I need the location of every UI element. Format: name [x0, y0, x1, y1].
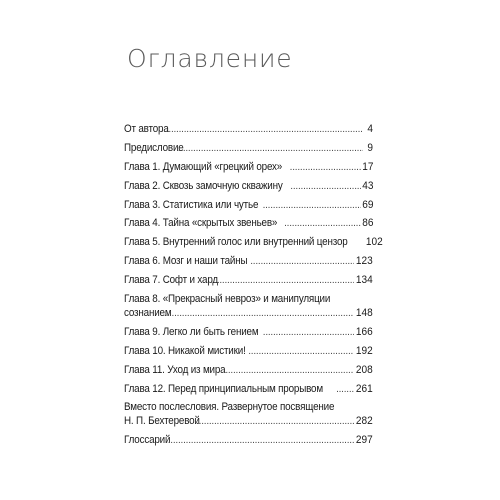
- toc-entry-label: Глава 11. Уход из мира: [124, 363, 226, 376]
- dot-leader: [284, 217, 360, 231]
- toc-page-number: 282: [356, 415, 373, 428]
- toc-line: [124, 122, 373, 136]
- toc-page-number: 102: [365, 236, 383, 249]
- toc-page-number: 123: [356, 255, 373, 268]
- dot-leader: [196, 415, 354, 429]
- toc-page-number: 148: [356, 307, 373, 320]
- toc-page-number: 261: [356, 382, 373, 395]
- toc-page-number: 208: [356, 363, 373, 376]
- toc-line: [124, 363, 373, 377]
- toc-entry: [124, 363, 373, 377]
- toc-entry-first-line: Вместо послесловия. Развернутое посвящение: [124, 401, 335, 414]
- toc-page-number: 4: [367, 123, 373, 135]
- dot-leader: [336, 383, 354, 397]
- toc-entry: [124, 344, 373, 358]
- dot-leader: [164, 307, 354, 321]
- toc-line: [124, 382, 373, 396]
- dot-leader: [290, 161, 361, 175]
- dot-leader: [263, 326, 355, 340]
- toc-page-number: 43: [361, 179, 373, 192]
- toc-line: [124, 235, 383, 249]
- toc-line: [124, 344, 373, 358]
- dot-leader: [248, 345, 354, 359]
- dot-leader: [263, 199, 361, 213]
- toc-entry-label: Глава 3. Статистика или чутье: [124, 198, 259, 211]
- toc-entry: [124, 400, 373, 428]
- toc-entry-label: Глава 5. Внутренний голос или внутренний цензор: [124, 236, 348, 249]
- dot-leader: [217, 274, 355, 288]
- toc-page-number: 192: [356, 344, 373, 357]
- toc-entry: [124, 141, 373, 155]
- toc-entry-label: Глава 10. Никакой мистики!: [124, 344, 246, 357]
- table-of-contents: [124, 122, 383, 452]
- toc-entry: [124, 273, 373, 287]
- toc-entry: [124, 122, 373, 136]
- toc-entry: [124, 433, 373, 447]
- toc-page-number: 69: [361, 198, 373, 211]
- toc-page-number: 86: [361, 217, 373, 230]
- toc-entry: [124, 235, 383, 249]
- toc-line: [124, 414, 373, 428]
- toc-line: [124, 325, 373, 339]
- toc-entry-first-line: Глава 8. «Прекрасный невроз» и манипуляции: [124, 293, 331, 306]
- toc-entry: [124, 325, 373, 339]
- toc-page-number: 9: [367, 141, 373, 154]
- dot-leader: [163, 434, 355, 448]
- page-title: Оглавление: [127, 44, 293, 73]
- toc-entry-label: Глава 12. Перед принципиальным прорывом: [124, 382, 323, 395]
- dot-leader: [290, 180, 360, 194]
- toc-line: [124, 179, 373, 193]
- toc-entry-label: Глава 9. Легко ли быть гением: [124, 325, 259, 338]
- toc-page-number: 166: [356, 325, 373, 338]
- toc-line: [124, 216, 373, 230]
- toc-line: [124, 433, 373, 447]
- dot-leader: [161, 123, 363, 137]
- toc-entry-label: Глава 2. Сквозь замочную скважину: [124, 179, 283, 192]
- toc-entry-label: От автора: [124, 123, 169, 135]
- toc-entry-label: Глава 6. Мозг и наши тайны: [124, 255, 248, 268]
- toc-entry: [124, 254, 373, 268]
- toc-entry: [124, 216, 373, 230]
- toc-line: [124, 254, 373, 268]
- toc-page-number: 17: [361, 160, 373, 173]
- toc-entry-label: Глоссарий: [124, 434, 171, 447]
- dot-leader: [250, 255, 354, 269]
- toc-line: [124, 306, 373, 320]
- toc-entry-label: Глава 7. Софт и хард: [124, 274, 218, 287]
- toc-page-number: 134: [356, 274, 373, 287]
- toc-line: [124, 141, 373, 155]
- toc-entry-label: сознанием: [124, 307, 172, 320]
- toc-line: [124, 273, 373, 287]
- toc-entry-label: Глава 4. Тайна «скрытых звеньев»: [124, 217, 278, 230]
- toc-entry-label: Предисловие: [124, 141, 184, 154]
- dot-leader: [178, 142, 363, 156]
- toc-entry-label: Глава 1. Думающий «грецкий орех»: [124, 160, 283, 173]
- toc-entry: [124, 160, 373, 174]
- dot-leader: [225, 364, 354, 378]
- toc-entry: [124, 198, 373, 212]
- toc-page-number: 297: [356, 434, 373, 447]
- toc-entry: [124, 179, 373, 193]
- toc-line: [124, 198, 373, 212]
- toc-line: [124, 160, 373, 174]
- toc-entry: [124, 292, 373, 320]
- toc-entry: [124, 382, 373, 396]
- toc-entry-label: Н. П. Бехтеревой: [124, 415, 200, 428]
